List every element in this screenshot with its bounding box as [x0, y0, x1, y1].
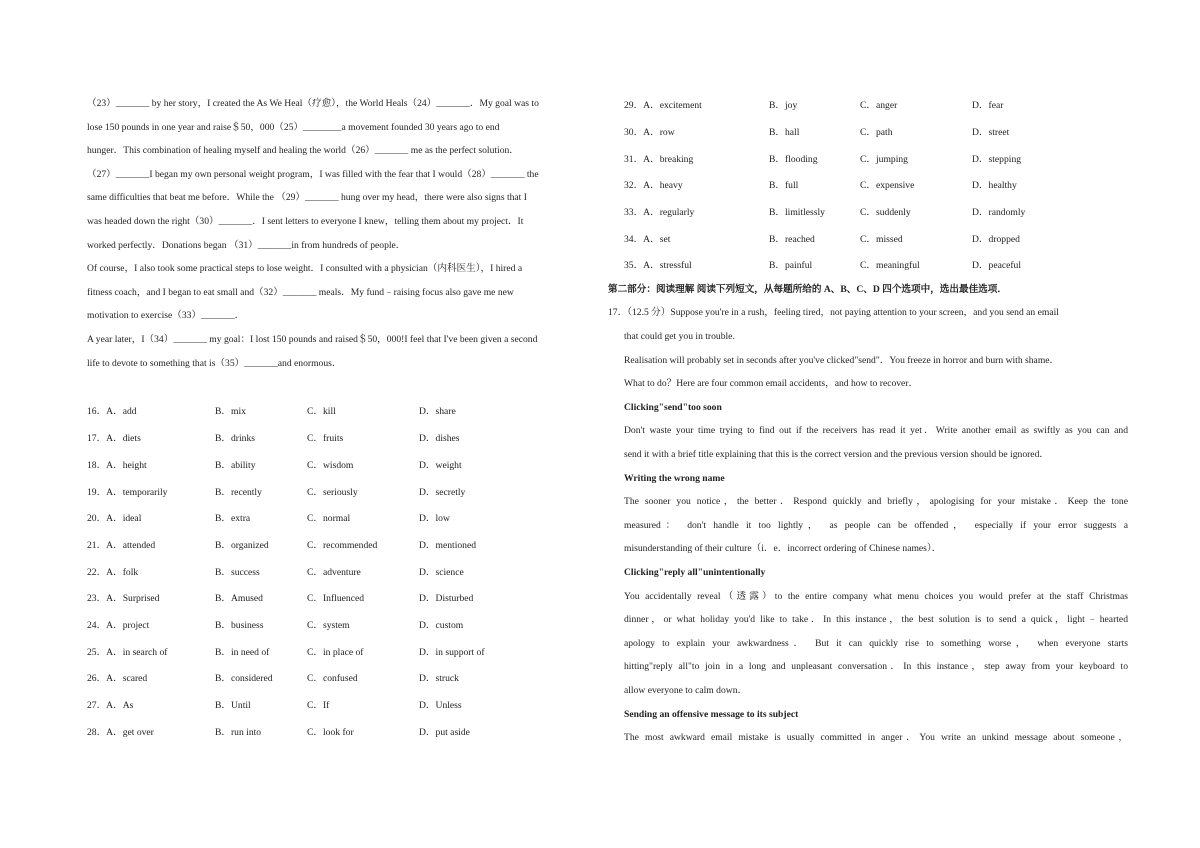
- option-choice: D．share: [419, 406, 456, 418]
- option-choice: 16．A．add: [87, 406, 137, 418]
- option-row: [87, 531, 590, 558]
- option-choice: D．weight: [419, 459, 462, 471]
- option-choice: D．Unless: [419, 700, 462, 712]
- option-choice: 27．A．As: [87, 700, 134, 712]
- option-choice: D．custom: [419, 619, 464, 631]
- section-heading: 第二部分：阅读理解 阅读下列短文，从每题所给的 A、B、C、D 四个选项中，选出最佳选项．: [608, 283, 1007, 295]
- passage-line: misunderstanding of their culture（i．e．incorrect ordering of Chinese names）．: [624, 543, 942, 555]
- option-choice: 28．A．get over: [87, 726, 154, 738]
- option-choice: C．wisdom: [307, 459, 354, 471]
- option-row: [87, 424, 590, 451]
- option-row: [87, 477, 590, 504]
- option-row: [87, 664, 590, 691]
- passage-line: Realisation will probably set in seconds after you've clicked"send"．You freeze in horror and burn with shame．: [624, 354, 1060, 366]
- option-choice: B．recently: [215, 486, 262, 498]
- option-choice: 30．A．row: [624, 127, 675, 139]
- option-choice: 31．A．breaking: [624, 153, 694, 165]
- option-choice: B．painful: [769, 260, 813, 272]
- option-choice: 29．A．excitement: [624, 100, 702, 112]
- option-choice: D．low: [419, 513, 450, 525]
- option-choice: D．Disturbed: [419, 593, 474, 605]
- option-choice: 22．A．folk: [87, 566, 139, 578]
- passage-line: fitness coach，and I began to eat small and（32）_______ meals．My fund﹣raising focus also gave me new: [87, 286, 514, 298]
- left-column: [87, 92, 590, 744]
- option-choice: B．run into: [215, 726, 262, 738]
- option-choice: C．system: [307, 619, 350, 631]
- option-row: [87, 717, 590, 744]
- passage-line: measured： don't handle it too lightly， as people can be offended， especially if your error suggests a: [624, 519, 1128, 531]
- option-choice: 20．A．ideal: [87, 513, 142, 525]
- cloze-options-left: [87, 397, 590, 744]
- option-choice: C．fruits: [307, 433, 344, 445]
- option-choice: D．fear: [972, 100, 1004, 112]
- reading-passage: [608, 325, 1128, 750]
- option-row: [87, 451, 590, 478]
- option-row: [87, 691, 590, 718]
- option-choice: C．in place of: [307, 646, 364, 658]
- option-choice: B．joy: [769, 100, 798, 112]
- option-choice: B．success: [215, 566, 260, 578]
- option-choice: 17．A．diets: [87, 433, 141, 445]
- option-choice: C．missed: [860, 233, 903, 245]
- option-choice: C．meaningful: [860, 260, 920, 272]
- option-row: [87, 637, 590, 664]
- option-row: [608, 171, 1128, 198]
- passage-line: that could get you in trouble.: [624, 331, 735, 342]
- passage-subheading: Clicking"send"too soon: [624, 401, 722, 413]
- passage-line: allow everyone to calm down．: [624, 684, 748, 696]
- option-choice: 34．A．set: [624, 233, 671, 245]
- option-choice: B．reached: [769, 233, 815, 245]
- option-choice: D．dishes: [419, 433, 460, 445]
- question-17-intro: [608, 301, 1128, 325]
- option-choice: D．dropped: [972, 233, 1020, 245]
- option-choice: C．Influenced: [307, 593, 365, 605]
- cloze-options-right: [608, 91, 1128, 278]
- option-choice: B．in need of: [215, 646, 270, 658]
- option-choice: B．organized: [215, 539, 269, 551]
- option-choice: B．full: [769, 180, 799, 192]
- passage-line: life to devote to something that is（35）_______and enormous．: [87, 357, 342, 369]
- passage-line: Of course，I also took some practical steps to lose weight．I consulted with a physician（内科医生），I hired a: [87, 263, 523, 275]
- option-choice: 25．A．in search of: [87, 646, 168, 658]
- option-choice: B．considered: [215, 673, 273, 685]
- option-choice: B．hall: [769, 127, 800, 139]
- option-row: [87, 557, 590, 584]
- option-choice: D．mentioned: [419, 539, 477, 551]
- question-17-first-line: 17．（12.5 分）Suppose you're in a rush，feeling tired，not paying attention to your screen，and you send an email: [608, 307, 1059, 319]
- passage-line: （27）_______I began my own personal weight program，I was filled with the fear that I would（28）_______ the: [87, 168, 539, 180]
- passage-line: was headed down the right（30）_______．I sent letters to everyone I knew，telling them about my project．It: [87, 215, 524, 227]
- passage-line: send it with a brief title explaining that this is the correct version and the previous version should be ignored．: [624, 448, 1049, 460]
- passage-line: （23）_______ by her story，I created the As We Heal（疗愈），the World Heals（24）_______．My goal was to: [87, 98, 539, 109]
- option-choice: D．randomly: [972, 207, 1026, 219]
- option-row: [608, 251, 1128, 278]
- option-choice: 19．A．temporarily: [87, 486, 168, 498]
- option-choice: D．healthy: [972, 180, 1017, 192]
- passage-line: The sooner you notice，the better．Respond quickly and briefly，apologising for your mistake．Keep the tone: [624, 496, 1128, 508]
- option-choice: 23．A．Surprised: [87, 593, 160, 605]
- option-choice: 24．A．project: [87, 619, 150, 631]
- option-choice: D．in support of: [419, 646, 485, 658]
- option-choice: C．adventure: [307, 566, 361, 578]
- option-choice: D．peaceful: [972, 260, 1022, 272]
- option-row: [608, 224, 1128, 251]
- option-choice: B．flooding: [769, 153, 818, 165]
- option-choice: C．normal: [307, 513, 351, 525]
- option-choice: B．mix: [215, 406, 246, 418]
- option-choice: 21．A．attended: [87, 539, 156, 551]
- option-choice: B．Amused: [215, 593, 263, 605]
- option-choice: C．kill: [307, 406, 336, 418]
- option-choice: B．extra: [215, 513, 251, 525]
- option-choice: C．suddenly: [860, 207, 911, 219]
- option-choice: D．struck: [419, 673, 459, 685]
- option-choice: D．stepping: [972, 153, 1022, 165]
- option-row: [608, 144, 1128, 171]
- option-choice: 33．A．regularly: [624, 207, 695, 219]
- option-choice: B．limitlessly: [769, 207, 825, 219]
- passage-line: apology to explain your awkwardness． But it can quickly rise to something worse， when everyone starts: [624, 637, 1128, 649]
- option-choice: C．confused: [307, 673, 358, 685]
- option-row: [87, 584, 590, 611]
- option-choice: C．look for: [307, 726, 354, 738]
- option-choice: 18．A．height: [87, 459, 147, 471]
- option-row: [87, 504, 590, 531]
- passage-line: The most awkward email mistake is usually committed in anger．You write an unkind message about someone，: [624, 732, 1128, 744]
- passage-line: What to do？Here are four common email accidents，and how to recover．: [624, 378, 919, 390]
- option-choice: D．street: [972, 127, 1010, 139]
- option-choice: 32．A．heavy: [624, 180, 683, 192]
- passage-line: motivation to exercise（33）_______．: [87, 310, 245, 322]
- passage-line: worked perfectly．Donations began （31）_______in from hundreds of people．: [87, 239, 406, 251]
- passage-line: Don't waste your time trying to find out if the receivers has read it yet．Write another email as swiftly as you can and: [624, 425, 1128, 437]
- option-choice: B．Until: [215, 700, 251, 712]
- option-choice: C．If: [307, 700, 330, 712]
- passage-subheading: Sending an offensive message to its subject: [624, 708, 799, 720]
- option-choice: B．ability: [215, 459, 256, 471]
- option-choice: 26．A．scared: [87, 673, 148, 685]
- option-choice: B．business: [215, 619, 264, 631]
- passage-line: dinner，or what holiday you'd like to take．In this instance，the best solution is to send a quick，light﹣hearted: [624, 614, 1128, 626]
- option-choice: C．expensive: [860, 180, 915, 192]
- option-choice: B．drinks: [215, 433, 255, 445]
- option-choice: D．put aside: [419, 726, 470, 738]
- passage-subheading: Clicking"reply all"unintentionally: [624, 566, 766, 578]
- passage-line: same difficulties that beat me before．While the （29）_______ hung over my head，there were also signs that I: [87, 192, 527, 204]
- option-choice: C．seriously: [307, 486, 358, 498]
- option-choice: D．science: [419, 566, 464, 578]
- passage-line: A year later，I（34）_______ my goal：I lost 150 pounds and raised＄50，000!I feel that I've been given a second: [87, 333, 538, 345]
- option-row: [87, 611, 590, 638]
- right-column: [608, 92, 1128, 750]
- option-choice: C．anger: [860, 100, 898, 112]
- cloze-passage: [87, 92, 590, 375]
- passage-line: lose 150 pounds in one year and raise＄50，000（25）________a movement founded 30 years ago to end: [87, 121, 500, 133]
- option-row: [87, 397, 590, 424]
- option-choice: C．path: [860, 127, 893, 139]
- passage-line: You accidentally reveal（透露）to the entire company what menu choices you would prefer at the staff Christmas: [624, 590, 1128, 602]
- option-choice: C．recommended: [307, 539, 378, 551]
- option-choice: D．secretly: [419, 486, 466, 498]
- option-row: [608, 118, 1128, 145]
- option-row: [608, 91, 1128, 118]
- option-choice: C．jumping: [860, 153, 908, 165]
- passage-line: hitting"reply all"to join in a long and unpleasant conversation．In this instance，step away from your keyboard to: [624, 661, 1128, 673]
- passage-line: hunger．This combination of healing myself and healing the world（26）_______ me as the perfect solution．: [87, 145, 519, 157]
- passage-subheading: Writing the wrong name: [624, 472, 725, 484]
- option-choice: 35．A．stressful: [624, 260, 692, 272]
- option-row: [608, 198, 1128, 225]
